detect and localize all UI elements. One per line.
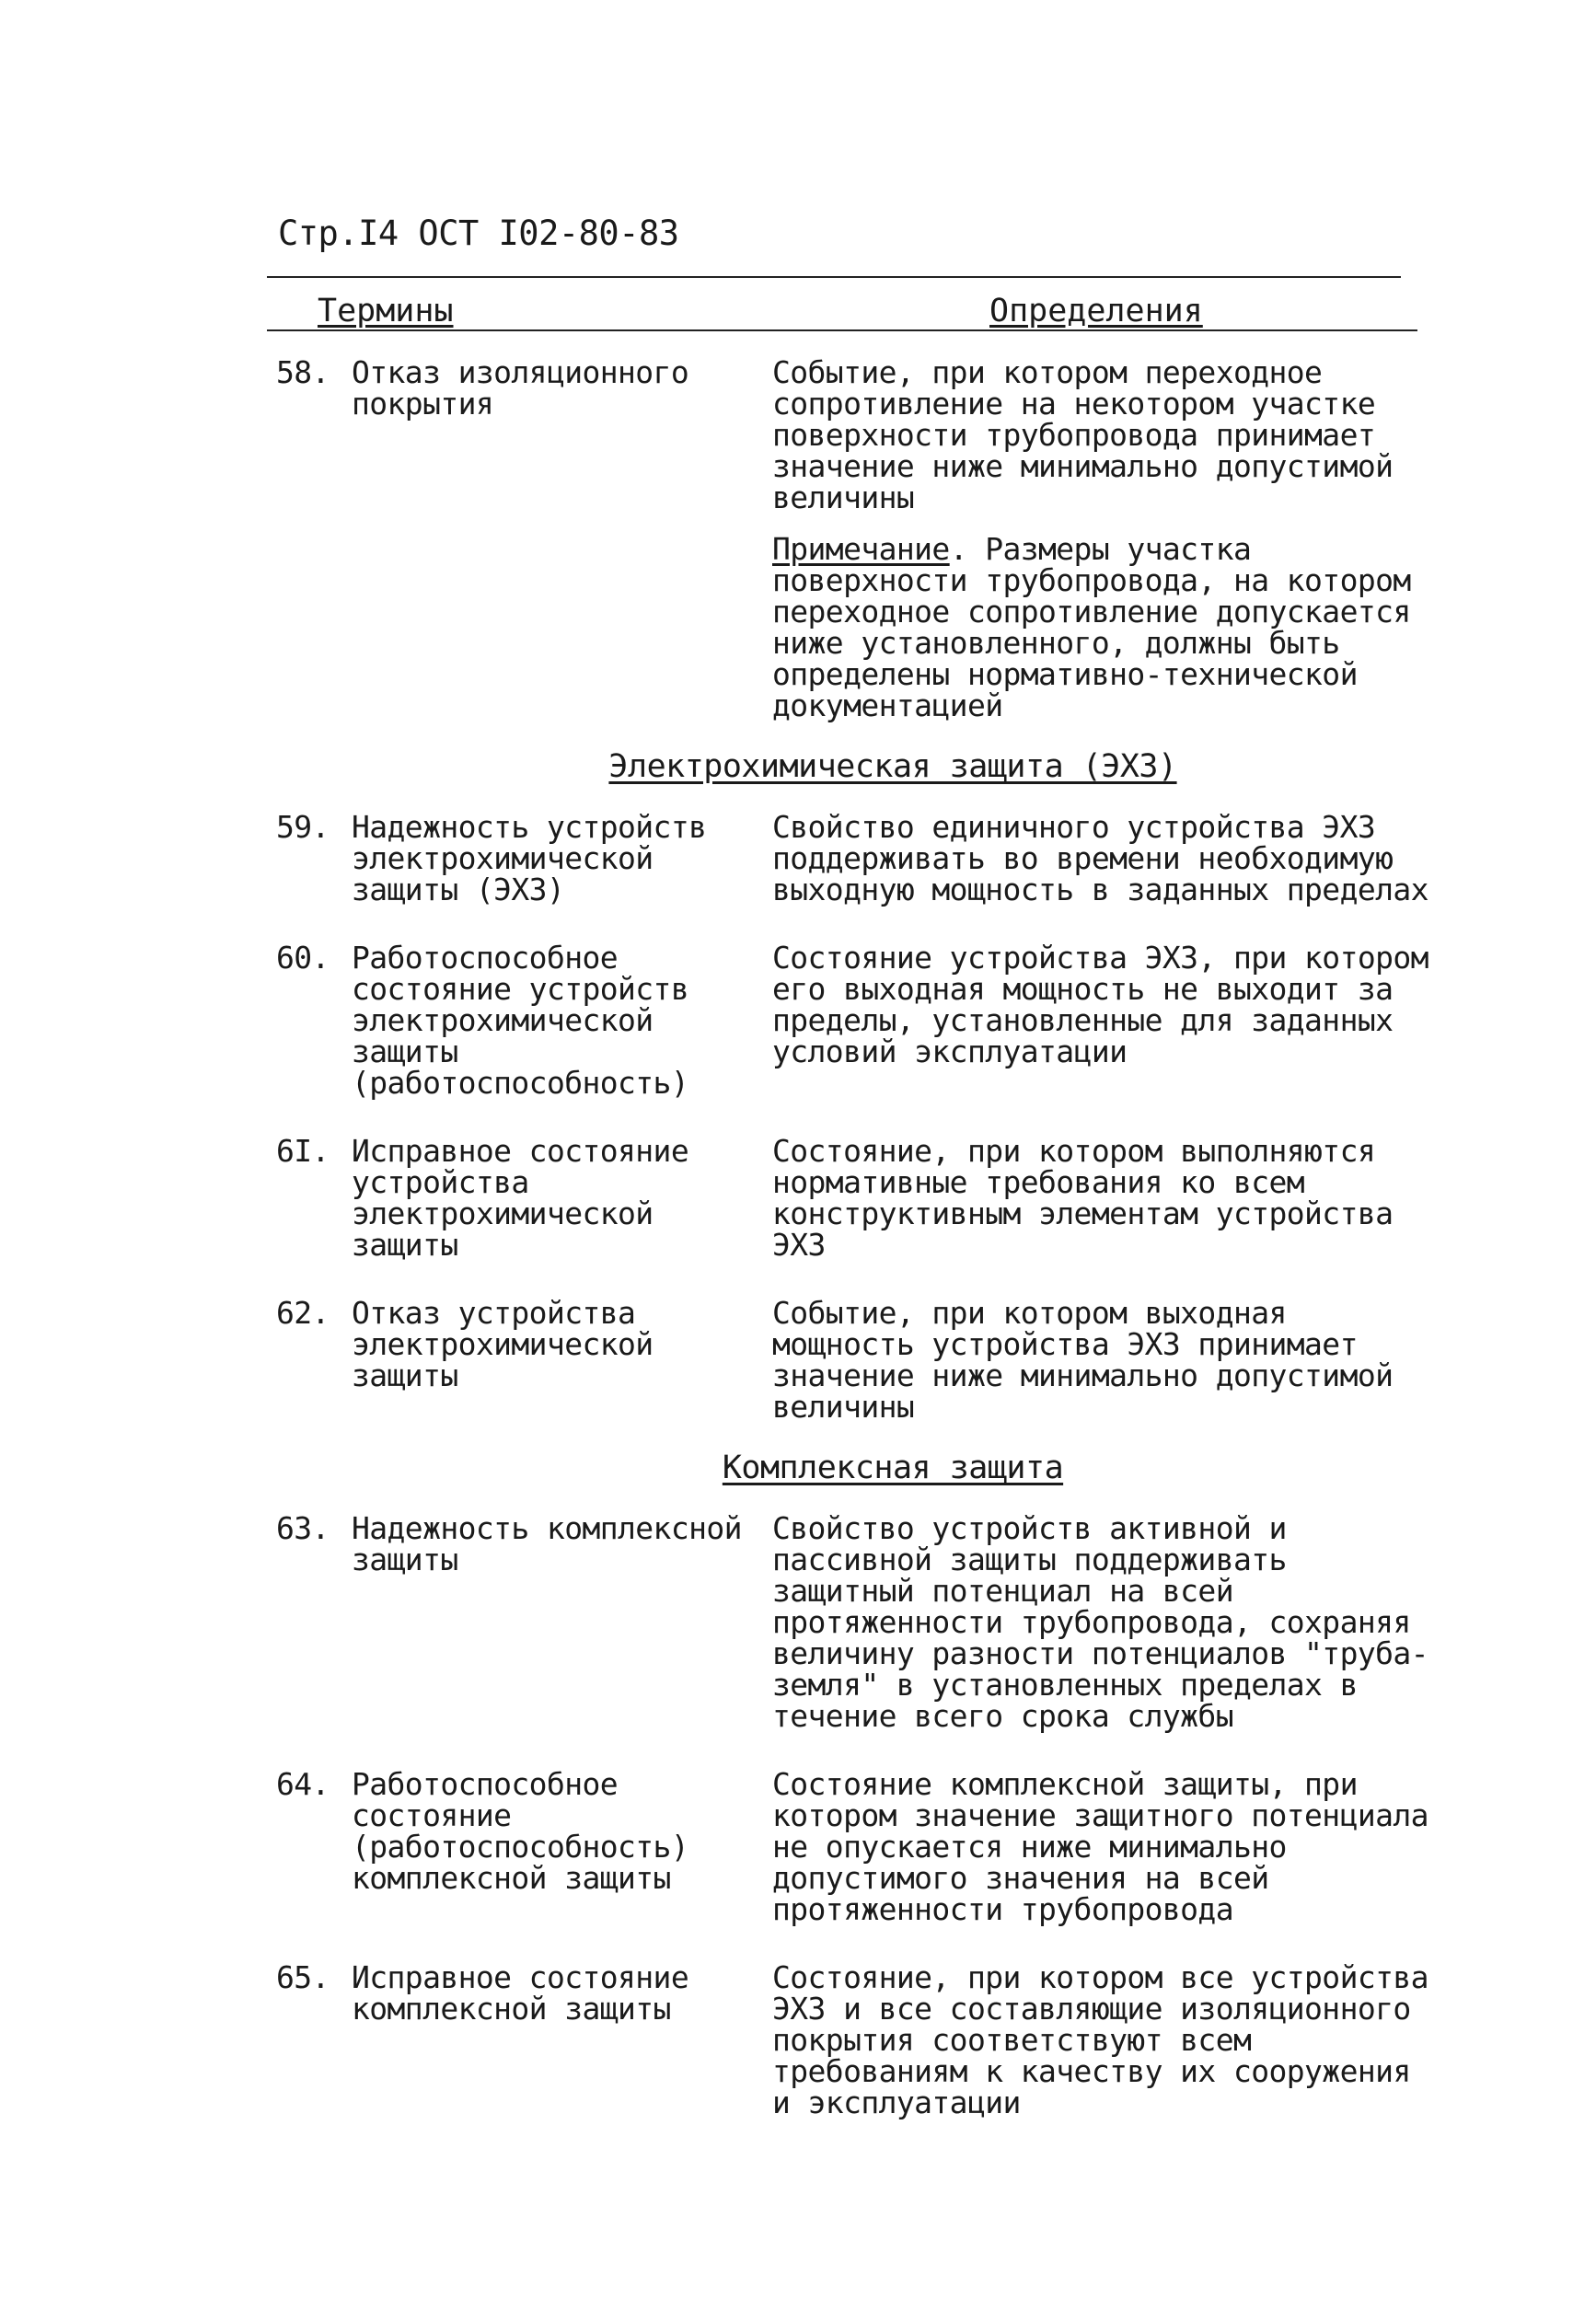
definition-text: Событие, при котором выходная мощность устройства ЭХЗ принимает значение ниже минимально допустимой величины [772, 1295, 1394, 1425]
section-heading-complex: Комплексная защита [722, 1450, 1064, 1486]
term-entry-65 [276, 1959, 1445, 2120]
term-entry-59 [276, 809, 1445, 907]
term-number: 64. [276, 1766, 330, 1802]
term-cell [276, 1766, 759, 1925]
column-heading-definitions: Определения [989, 293, 1203, 329]
term-cell [276, 354, 759, 514]
term-entry-61 [276, 1133, 1445, 1263]
term-cell [276, 1959, 759, 2119]
note-label: Примечание [772, 531, 950, 567]
term-text: Работоспособное состояние (работоспособность) комплексной защиты [352, 1766, 689, 1896]
term-number: 65. [276, 1959, 330, 1995]
note-text: . Размеры участка поверхности трубопровода, на котором переходное сопротивление допускается ниже установленного, должны быть определены нормативно-технической документацией [772, 531, 1411, 723]
term-text: Отказ изоляционного покрытия [352, 354, 689, 422]
term-cell [276, 942, 759, 1099]
term-cell [276, 1510, 759, 1732]
term-number: 6I. [276, 1133, 330, 1169]
definition-text: Свойство устройств активной и пассивной защиты поддерживать защитный потенциал на всей протяженности трубопровода, сохраняя величину разности потенциалов "труба-земля" в установленных пределах в течение всего срока службы [772, 1510, 1428, 1734]
term-text: Исправное состояние комплексной защиты [352, 1959, 689, 2027]
term-number: 58. [276, 354, 330, 390]
page-header: Стр.I4 ОСТ I02-80-83 [278, 214, 679, 253]
term-entry-60 [276, 942, 1445, 1099]
definition-text: Состояние устройства ЭХЗ, при котором его выходная мощность не выходит за пределы, установленные для заданных условий эксплуатации [772, 940, 1428, 1069]
section-heading-ehz: Электрохимическая защита (ЭХЗ) [608, 748, 1177, 785]
term-number: 60. [276, 940, 330, 976]
terms-table [276, 354, 1445, 2120]
definition-text: Состояние, при котором все устройства ЭХЗ и все составляющие изоляционного покрытия соответствуют всем требованиям к качеству их сооружения и эксплуатации [772, 1959, 1428, 2120]
term-text: Исправное состояние устройства электрохимической защиты [352, 1133, 689, 1263]
term-number: 59. [276, 809, 330, 845]
term-entry-58 [276, 354, 1445, 515]
term-text: Отказ устройства электрохимической защиты [352, 1295, 653, 1393]
term-text: Работоспособное состояние устройств электрохимической защиты (работоспособность) [352, 940, 689, 1101]
definition-text: Свойство единичного устройства ЭХЗ поддерживать во времени необходимую выходную мощность в заданных пределах [772, 809, 1428, 907]
term-cell [276, 1133, 759, 1263]
definition-text: Состояние комплексной защиты, при котором значение защитного потенциала не опускается ниже минимально допустимого значения на всей протяженности трубопровода [772, 1766, 1428, 1927]
term-entry-64 [276, 1766, 1445, 1927]
term-entry-63 [276, 1510, 1445, 1734]
term-cell [276, 1295, 759, 1423]
definition-text: Событие, при котором переходное сопротивление на некотором участке поверхности трубопровода принимает значение ниже минимально допустимой величины [772, 354, 1394, 515]
column-heading-terms: Термины [318, 293, 454, 329]
term-text: Надежность устройств электрохимической защиты (ЭХЗ) [352, 809, 707, 907]
term-text: Надежность комплексной защиты [352, 1510, 742, 1577]
note-58 [772, 531, 1445, 723]
definition-text: Состояние, при котором выполняются нормативные требования ко всем конструктивным элементам устройства ЭХЗ [772, 1133, 1394, 1263]
term-number: 62. [276, 1295, 330, 1331]
term-cell [276, 809, 759, 907]
term-number: 63. [276, 1510, 330, 1546]
column-heading-divider [267, 329, 1417, 331]
header-divider [267, 276, 1401, 278]
term-entry-62 [276, 1295, 1445, 1425]
